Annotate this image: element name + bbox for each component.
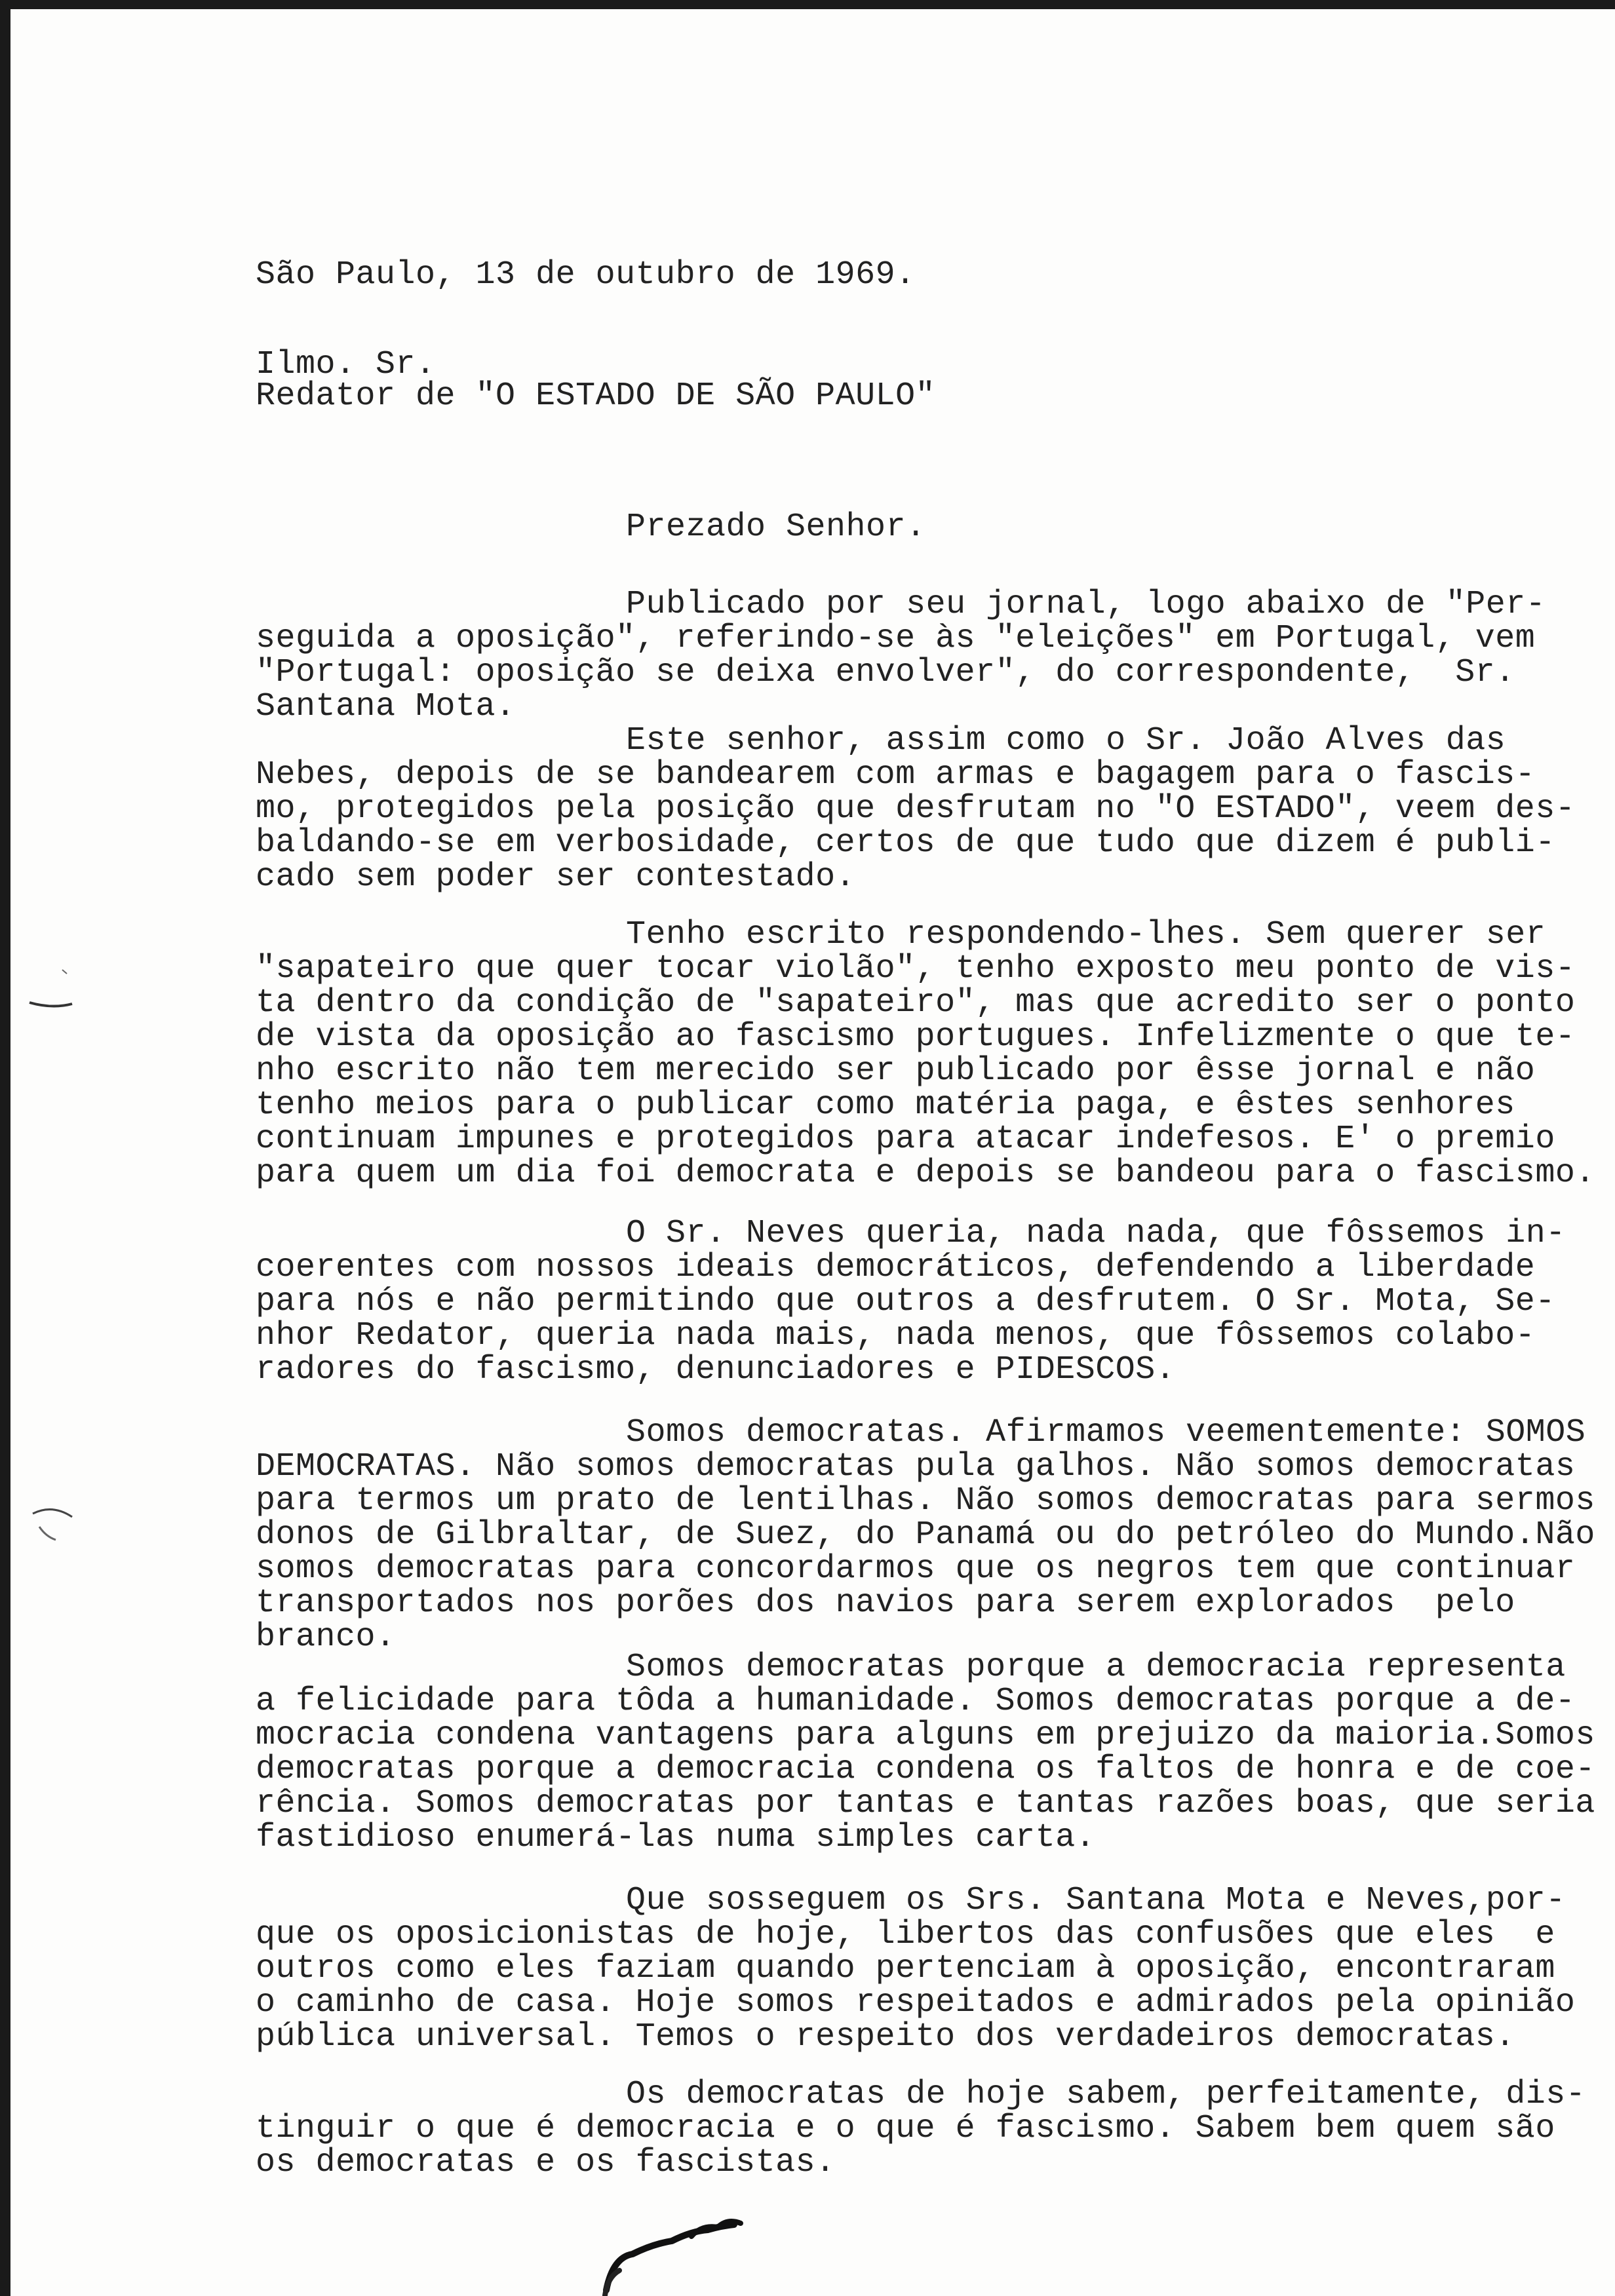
margin-mark-lower xyxy=(26,1501,92,1553)
paragraph-2-line-1: Este senhor, assim como o Sr. João Alves das xyxy=(626,722,1506,759)
salutation: Prezado Senhor. xyxy=(626,508,926,546)
paragraph-8-line-3: os democratas e os fascistas. xyxy=(256,2144,836,2181)
paragraph-3-line-3: ta dentro da condição de "sapateiro", mas que acredito ser o ponto xyxy=(256,984,1576,1022)
paragraph-2-line-2: Nebes, depois de se bandearem com armas e bagagem para o fascis- xyxy=(256,756,1536,794)
paragraph-1-line-4: Santana Mota. xyxy=(256,688,516,725)
paragraph-5-line-5: somos democratas para concordarmos que os negros tem que continuar xyxy=(256,1550,1576,1588)
addressee-recipient: Redator de "O ESTADO DE SÃO PAULO" xyxy=(256,377,936,415)
paragraph-6-line-4: democratas porque a democracia condena os faltos de honra e de coe- xyxy=(256,1751,1595,1788)
paragraph-6-line-1: Somos democratas porque a democracia representa xyxy=(626,1649,1566,1686)
paragraph-6-line-6: fastidioso enumerá-las numa simples carta. xyxy=(256,1819,1096,1856)
paragraph-5-line-3: para termos um prato de lentilhas. Não somos democratas para sermos xyxy=(256,1482,1595,1520)
paragraph-7-line-1: Que sosseguem os Srs. Santana Mota e Neves,por- xyxy=(626,1882,1566,1919)
paragraph-4-line-5: radores do fascismo, denunciadores e PIDESCOS. xyxy=(256,1351,1176,1388)
paragraph-6-line-2: a felicidade para tôda a humanidade. Somos democratas porque a de- xyxy=(256,1683,1576,1720)
handwritten-signature xyxy=(593,2179,783,2296)
paragraph-8-line-1: Os democratas de hoje sabem, perfeitamente, dis- xyxy=(626,2076,1586,2113)
paragraph-3-line-4: de vista da oposição ao fascismo portugues. Infelizmente o que te- xyxy=(256,1018,1576,1056)
paragraph-3-line-7: continuam impunes e protegidos para atacar indefesos. E' o premio xyxy=(256,1120,1555,1158)
scan-edge-top xyxy=(0,0,1615,9)
paragraph-3-line-2: "sapateiro que quer tocar violão", tenho exposto meu ponto de vis- xyxy=(256,950,1576,987)
paragraph-2-line-3: mo, protegidos pela posição que desfrutam no "O ESTADO", veem des- xyxy=(256,790,1576,828)
paragraph-1-line-1: Publicado por seu jornal, logo abaixo de "Per- xyxy=(626,586,1546,623)
paragraph-4-line-2: coerentes com nossos ideais democráticos, defendendo a liberdade xyxy=(256,1249,1536,1286)
paragraph-7-line-2: que os oposicionistas de hoje, libertos das confusões que eles e xyxy=(256,1916,1555,1953)
paragraph-5-line-1: Somos democratas. Afirmamos veementemente: SOMOS xyxy=(626,1414,1586,1451)
paragraph-7-line-4: o caminho de casa. Hoje somos respeitados e admirados pela opinião xyxy=(256,1984,1576,2021)
paragraph-8-line-2: tinguir o que é democracia e o que é fascismo. Sabem bem quem são xyxy=(256,2110,1555,2147)
paragraph-4-line-1: O Sr. Neves queria, nada nada, que fôssemos in- xyxy=(626,1215,1566,1252)
paragraph-3-line-1: Tenho escrito respondendo-lhes. Sem querer ser xyxy=(626,916,1546,953)
paragraph-7-line-3: outros como eles faziam quando pertenciam à oposição, encontraram xyxy=(256,1950,1555,1987)
paragraph-1-line-2: seguida a oposição", referindo-se às "eleições" em Portugal, vem xyxy=(256,620,1536,657)
paragraph-3-line-8: para quem um dia foi democrata e depois se bandeou para o fascismo. xyxy=(256,1155,1595,1192)
scan-edge-left xyxy=(0,0,10,2296)
margin-mark-upper xyxy=(26,963,92,1016)
paragraph-2-line-4: baldando-se em verbosidade, certos de que tudo que dizem é publi- xyxy=(256,824,1555,862)
paragraph-5-line-2: DEMOCRATAS. Não somos democratas pula galhos. Não somos democratas xyxy=(256,1448,1576,1485)
paragraph-3-line-6: tenho meios para o publicar como matéria paga, e êstes senhores xyxy=(256,1086,1515,1124)
letter-date: São Paulo, 13 de outubro de 1969. xyxy=(256,256,916,294)
paragraph-4-line-4: nhor Redator, queria nada mais, nada menos, que fôssemos colabo- xyxy=(256,1317,1536,1354)
paragraph-1-line-3: "Portugal: oposição se deixa envolver", do correspondente, Sr. xyxy=(256,654,1515,691)
paragraph-5-line-6: transportados nos porões dos navios para serem explorados pelo xyxy=(256,1584,1515,1622)
paragraph-5-line-4: donos de Gilbraltar, de Suez, do Panamá ou do petróleo do Mundo.Não xyxy=(256,1516,1595,1554)
paragraph-3-line-5: nho escrito não tem merecido ser publicado por êsse jornal e não xyxy=(256,1052,1536,1090)
paragraph-6-line-3: mocracia condena vantagens para alguns em prejuizo da maioria.Somos xyxy=(256,1717,1595,1754)
paragraph-4-line-3: para nós e não permitindo que outros a desfrutem. O Sr. Mota, Se- xyxy=(256,1283,1555,1320)
paragraph-6-line-5: rência. Somos democratas por tantas e tantas razões boas, que seria xyxy=(256,1785,1595,1822)
addressee-title: Ilmo. Sr. xyxy=(256,346,436,383)
paragraph-5-line-7: branco. xyxy=(256,1618,396,1656)
paragraph-2-line-5: cado sem poder ser contestado. xyxy=(256,858,856,896)
paragraph-7-line-5: pública universal. Temos o respeito dos verdadeiros democratas. xyxy=(256,2018,1515,2056)
